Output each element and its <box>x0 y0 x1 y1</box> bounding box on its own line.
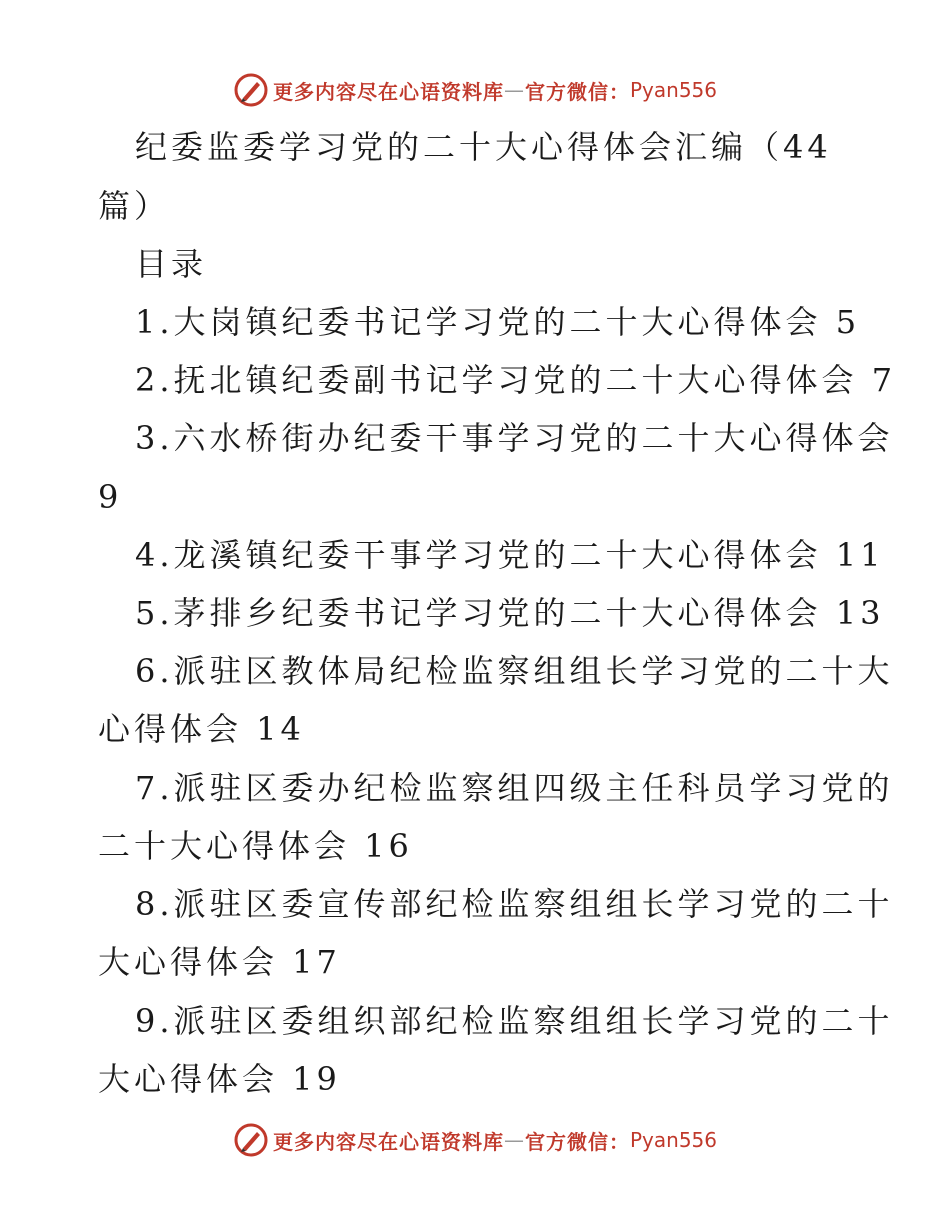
toc-entry: 2.抚北镇纪委副书记学习党的二十大心得体会 7 <box>135 361 897 399</box>
toc-entry-continued: 9 <box>98 478 123 516</box>
banner-brand: 更多内容尽在心语资料库 <box>272 79 504 104</box>
toc-entry: 5.茅排乡纪委书记学习党的二十大心得体会 13 <box>135 594 885 632</box>
banner-brand: 更多内容尽在心语资料库 <box>272 1129 504 1154</box>
toc-entry-continued: 大心得体会 17 <box>98 943 341 981</box>
banner-wechat-id: Pyan556 <box>629 78 717 102</box>
toc-entry-continued: 二十大心得体会 16 <box>98 827 413 865</box>
toc-entry-continued: 大心得体会 19 <box>98 1060 341 1098</box>
toc-entry: 4.龙溪镇纪委干事学习党的二十大心得体会 11 <box>135 536 885 574</box>
toc-entry: 1.大岗镇纪委书记学习党的二十大心得体会 5 <box>135 303 861 341</box>
toc-entry: 3.六水桥街办纪委干事学习党的二十大心得体会 <box>135 419 894 457</box>
toc-entry-continued: 心得体会 14 <box>98 710 305 748</box>
banner-wechat-label: 官方微信： <box>524 79 630 104</box>
toc-entry: 8.派驻区委宣传部纪检监察组组长学习党的二十 <box>135 885 894 923</box>
banner-dash: — <box>503 1128 525 1152</box>
footer-banner <box>0 1120 950 1160</box>
toc-entry: 6.派驻区教体局纪检监察组组长学习党的二十大 <box>135 652 894 690</box>
pen-logo-icon <box>233 72 269 108</box>
pen-logo-icon <box>233 1122 269 1158</box>
document-title-continued: 篇） <box>98 187 171 225</box>
toc-heading: 目录 <box>135 245 208 283</box>
banner-dash: — <box>503 78 525 102</box>
banner-wechat-id: Pyan556 <box>629 1128 717 1152</box>
toc-entry: 9.派驻区委组织部纪检监察组组长学习党的二十 <box>135 1002 894 1040</box>
banner-wechat-label: 官方微信： <box>524 1129 630 1154</box>
toc-entry: 7.派驻区委办纪检监察组四级主任科员学习党的 <box>135 769 894 807</box>
document-title: 纪委监委学习党的二十大心得体会汇编（44 <box>135 128 832 166</box>
header-banner <box>0 70 950 110</box>
